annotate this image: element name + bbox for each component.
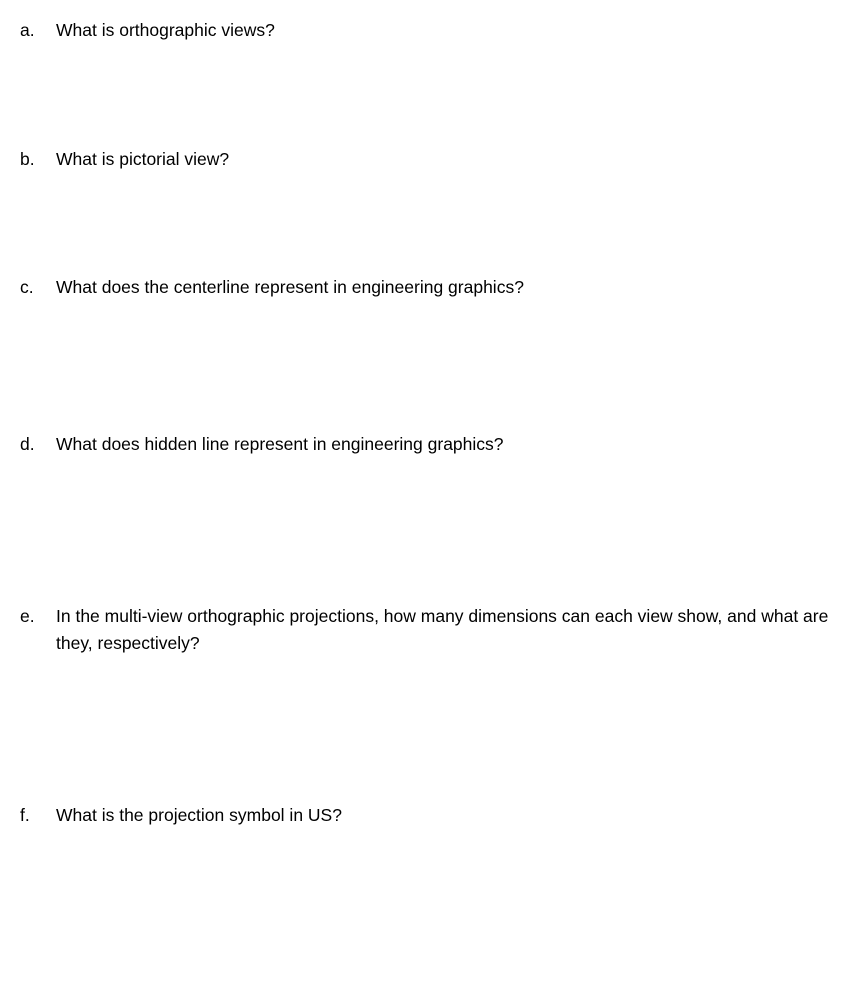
question-text: What is pictorial view? bbox=[56, 149, 230, 169]
question-label: a. bbox=[20, 20, 35, 40]
question-label: f. bbox=[20, 805, 30, 825]
question-text: What does hidden line represent in engineering graphics? bbox=[56, 434, 504, 454]
question-text: What is orthographic views? bbox=[56, 20, 275, 40]
question-text: What does the centerline represent in engineering graphics? bbox=[56, 277, 524, 297]
question-text: What is the projection symbol in US? bbox=[56, 805, 342, 825]
question-label: d. bbox=[20, 434, 35, 454]
question-label: b. bbox=[20, 149, 35, 169]
question-label: c. bbox=[20, 277, 34, 297]
question-text: In the multi-view orthographic projections, how many dimensions can each view show, and what are they, respectively? bbox=[56, 606, 834, 653]
question-label: e. bbox=[20, 606, 35, 626]
